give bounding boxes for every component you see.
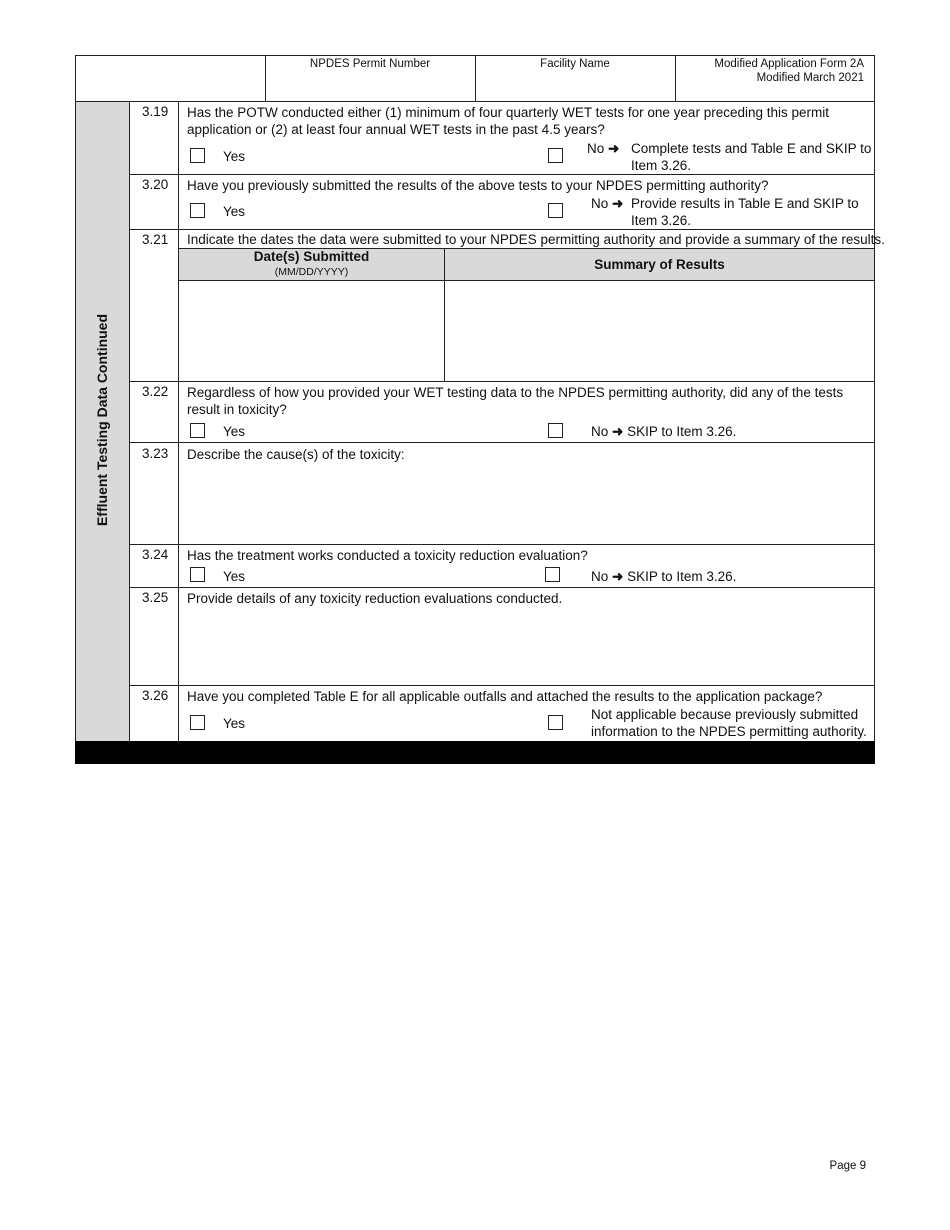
item-question: Have you previously submitted the results of the above tests to your NPDES permitting authority? — [187, 178, 769, 193]
arrow-right-icon: ➜ — [612, 424, 624, 439]
summary-results-field[interactable] — [446, 282, 872, 379]
table-footer-bar — [75, 741, 875, 764]
no-instruction-line1: Provide results in Table E and SKIP to — [631, 196, 859, 211]
yes-checkbox[interactable] — [190, 148, 205, 163]
yes-label: Yes — [223, 424, 246, 439]
item-question: Have you completed Table E for all applicable outfalls and attached the results to the application package? — [187, 689, 823, 704]
yes-checkbox[interactable] — [190, 567, 205, 582]
item-number: 3.23 — [142, 446, 169, 461]
item-number: 3.26 — [142, 688, 169, 703]
item-number: 3.19 — [142, 104, 169, 119]
item-number: 3.20 — [142, 177, 169, 192]
arrow-right-icon: ➜ — [608, 141, 620, 156]
yes-label: Yes — [223, 204, 246, 219]
arrow-right-icon: ➜ — [612, 569, 624, 584]
arrow-right-icon: ➜ — [612, 196, 624, 211]
item-number: 3.22 — [142, 384, 169, 399]
yes-checkbox[interactable] — [190, 423, 205, 438]
section-label: Effluent Testing Data Continued — [94, 313, 110, 527]
no-label: No — [591, 569, 609, 584]
form-date: Modified March 2021 — [756, 72, 864, 84]
item-question: Has the treatment works conducted a toxicity reduction evaluation? — [187, 548, 588, 563]
no-instruction-line2: Item 3.26. — [631, 158, 692, 173]
no-instruction-line2: Item 3.26. — [631, 213, 692, 228]
tre-details-field[interactable] — [182, 610, 870, 682]
no-instruction-line1: Complete tests and Table E and SKIP to — [631, 141, 872, 156]
form-title: Modified Application Form 2A — [714, 58, 864, 70]
permit-number-label: NPDES Permit Number — [309, 58, 431, 70]
item-number: 3.21 — [142, 232, 169, 247]
no-instruction: SKIP to Item 3.26. — [627, 424, 737, 439]
no-checkbox[interactable] — [548, 423, 563, 438]
dates-submitted-field[interactable] — [180, 282, 442, 379]
summary-results-header: Summary of Results — [594, 257, 725, 272]
yes-checkbox[interactable] — [190, 715, 205, 730]
yes-checkbox[interactable] — [190, 203, 205, 218]
no-label: No — [587, 141, 605, 156]
not-applicable-line2: information to the NPDES permitting authority. — [591, 724, 867, 739]
page-number: Page 9 — [829, 1160, 866, 1172]
dates-submitted-header: Date(s) Submitted — [253, 249, 370, 264]
yes-label: Yes — [223, 149, 246, 164]
item-number: 3.24 — [142, 547, 169, 562]
item-question: Describe the cause(s) of the toxicity: — [187, 447, 405, 462]
item-question: Has the POTW conducted either (1) minimum of four quarterly WET tests for one year preceding this permit application or (2) at least four annual WET tests in the past 4.5 years? — [187, 105, 830, 137]
no-checkbox[interactable] — [548, 148, 563, 163]
no-checkbox[interactable] — [545, 567, 560, 582]
no-label: No — [591, 424, 609, 439]
no-checkbox[interactable] — [548, 203, 563, 218]
no-label: No — [591, 196, 609, 211]
not-applicable-checkbox[interactable] — [548, 715, 563, 730]
not-applicable-line1: Not applicable because previously submitted — [591, 707, 859, 722]
toxicity-cause-field[interactable] — [182, 466, 870, 540]
yes-label: Yes — [223, 569, 246, 584]
item-question: Regardless of how you provided your WET testing data to the NPDES permitting authority, did any of the tests result in toxicity? — [187, 385, 844, 417]
item-number: 3.25 — [142, 590, 169, 605]
no-instruction: SKIP to Item 3.26. — [627, 569, 737, 584]
date-format-hint: (MM/DD/YYYY) — [274, 266, 349, 278]
facility-name-label: Facility Name — [540, 58, 610, 70]
yes-label: Yes — [223, 716, 246, 731]
item-question: Indicate the dates the data were submitted to your NPDES permitting authority and provide a summary of the results. — [187, 232, 885, 247]
item-question: Provide details of any toxicity reduction evaluations conducted. — [187, 591, 563, 606]
